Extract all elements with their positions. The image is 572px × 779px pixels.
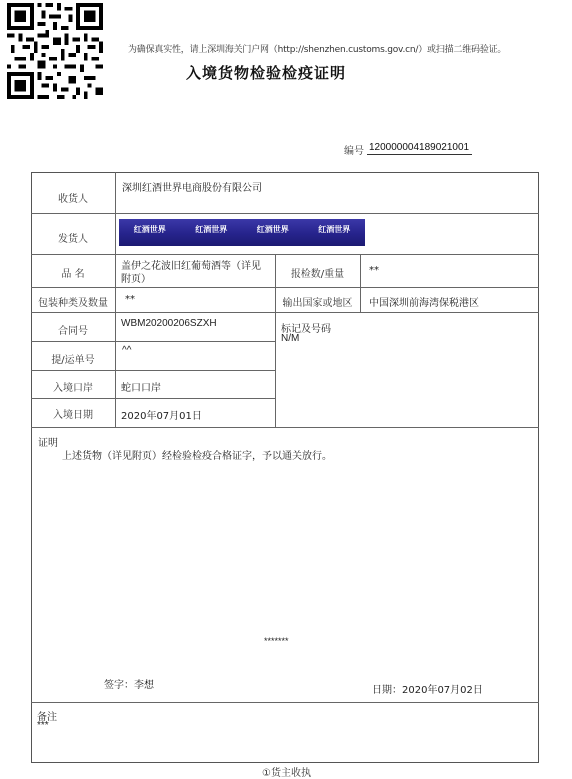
entry-port-label: 入境口岸 — [53, 383, 93, 394]
row-divider — [31, 213, 539, 214]
signature: 签字：李想 — [104, 680, 154, 691]
certificate-number-label: 编号 — [344, 146, 364, 157]
origin-value: 中国深圳前海湾保税港区 — [369, 298, 479, 309]
row-divider — [31, 427, 539, 428]
consignee-label: 收货人 — [58, 194, 88, 205]
bill-of-lading-value: ^^ — [122, 345, 132, 356]
entry-date-label: 入境日期 — [53, 410, 93, 421]
row-divider — [31, 398, 275, 399]
document-title: 入境货物检验检疫证明 — [186, 64, 347, 82]
shipper-label: 发货人 — [58, 234, 88, 245]
shipper-brand-logo: 红酒世界 — [195, 224, 228, 234]
remarks-label: 备注 — [37, 712, 57, 723]
product-value-line2: 附页） — [121, 274, 151, 285]
declared-quantity-value: ** — [369, 265, 379, 276]
statement-label: 证明 — [38, 438, 58, 449]
verification-note: 为确保真实性，请上深圳海关门户网（http://shenzhen.customs.gov.cn/）或扫描二维码验证。 — [128, 45, 507, 55]
shipper-brand-logo: 红酒世界 — [133, 224, 166, 234]
contract-label: 合同号 — [58, 326, 88, 337]
qr-code-image — [7, 3, 103, 99]
qr-code — [7, 3, 103, 99]
shipper-brand-logo: 红酒世界 — [318, 224, 351, 234]
certificate-form — [31, 172, 539, 763]
issue-date: 日期：2020年07月02日 — [372, 685, 483, 696]
row-divider — [31, 702, 539, 703]
row-divider — [31, 370, 275, 371]
package-label: 包装种类及数量 — [38, 298, 108, 309]
shipper-brand-logo: 红酒世界 — [256, 224, 289, 234]
product-value-line1: 盖伊之花波旧红葡萄酒等（详见 — [121, 261, 261, 272]
statement-stars: ******* — [264, 636, 289, 646]
row-divider — [31, 254, 539, 255]
package-value: ** — [125, 294, 135, 305]
copy-note: ①货主收执 — [262, 768, 311, 779]
product-label: 品 名 — [61, 269, 85, 280]
column-divider — [115, 172, 116, 427]
statement-text: 上述货物（详见附页）经检验检疫合格证字，予以通关放行。 — [62, 451, 332, 462]
entry-date-value: 2020年07月01日 — [121, 411, 202, 422]
row-divider — [31, 341, 275, 342]
row-divider — [31, 312, 539, 313]
declared-quantity-label: 报检数/重量 — [290, 269, 345, 280]
bill-of-lading-label: 提/运单号 — [51, 355, 95, 366]
consignee-value: 深圳红酒世界电商股份有限公司 — [122, 183, 262, 194]
shipper-logo-band — [119, 219, 365, 246]
marks-value: N/M — [281, 333, 300, 344]
marks-label: 标记及号码 — [281, 324, 331, 335]
origin-label: 输出国家或地区 — [282, 298, 353, 309]
column-divider — [360, 254, 361, 312]
entry-port-value: 蛇口口岸 — [121, 383, 161, 394]
row-divider — [31, 287, 539, 288]
certificate-number: 120000004189021001 — [367, 142, 472, 155]
contract-value: WBM20200206SZXH — [121, 318, 217, 329]
remarks-value: *** — [37, 720, 49, 731]
